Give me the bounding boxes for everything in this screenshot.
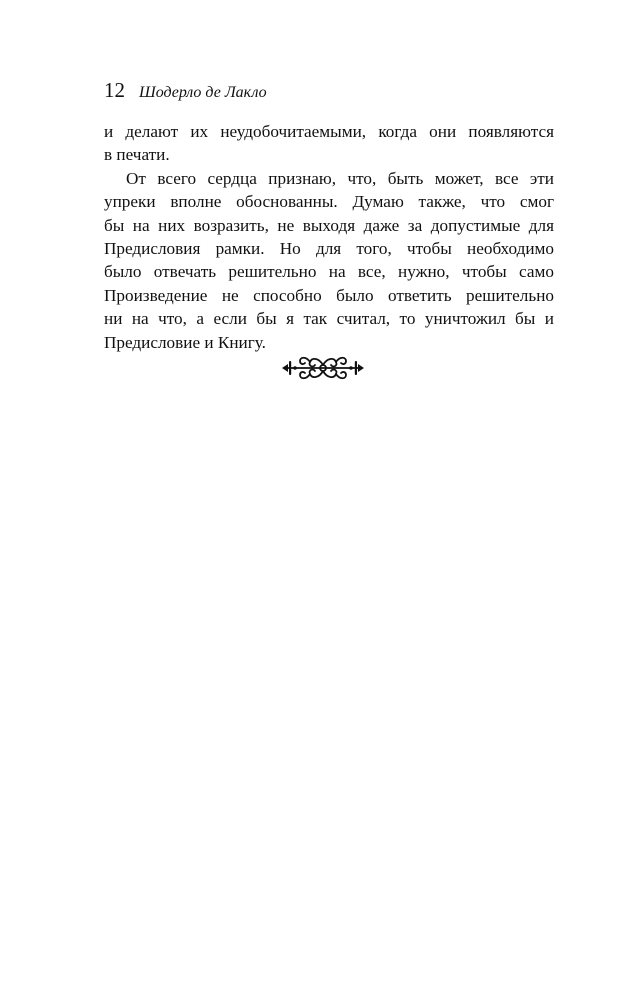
text-line: упреки вполне обоснованны. Думаю также, что смог [104, 192, 554, 212]
running-head-author: Шодерло де Лакло [139, 84, 267, 101]
text-line: Предисловие и Книгу. [104, 332, 266, 352]
text-line: и делают их неудобочитаемыми, когда они появляются [104, 122, 554, 141]
text-line: От всего сердца признаю, что, быть может, все эти [126, 168, 554, 188]
text-line: в печати. [104, 145, 170, 165]
running-head [104, 76, 554, 106]
text-line: ни на что, а если бы я так считал, то уничтожил бы и [104, 309, 554, 329]
body-text [104, 120, 554, 354]
text-line: бы на них возразить, не выходя даже за допустимые для [104, 215, 554, 235]
text-line: Предисловия рамки. Но для того, чтобы необходимо [104, 238, 554, 258]
page-number: 12 [104, 78, 125, 102]
fleuron-ornament-icon [278, 348, 368, 388]
paragraph-2 [104, 167, 554, 354]
text-line: Произведение не способно было ответить решительно [104, 285, 554, 305]
paragraph-1 [104, 120, 554, 167]
text-line: было отвечать решительно на все, нужно, чтобы само [104, 262, 554, 282]
